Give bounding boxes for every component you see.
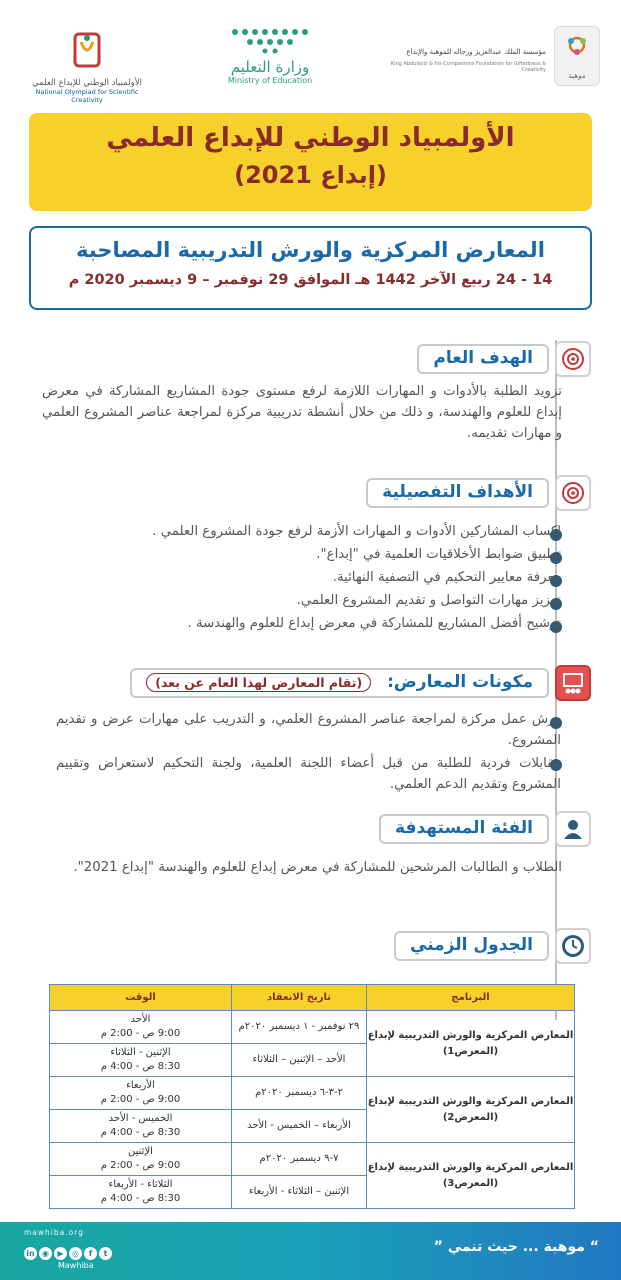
time-day: الثلاثاء - الأربعاء (108, 1179, 173, 1190)
mawhiba-flower-icon (555, 27, 599, 67)
program-cell: المعارض المركزية والورش التدريبية لإبداع (المعرض3) (367, 1143, 575, 1209)
facebook-icon[interactable]: f (84, 1247, 97, 1260)
section-title: الأهداف التفصيلية (366, 478, 549, 508)
event-header (29, 226, 592, 310)
snapchat-icon[interactable]: ◉ (39, 1247, 52, 1260)
header-date: تاريخ الانعقاد (232, 985, 367, 1011)
time-day: الخميس - الأحد (108, 1113, 173, 1124)
time-hours: 8:30 ص - 4:00 م (100, 1061, 181, 1072)
moe-name-en: Ministry of Education (227, 76, 313, 85)
section-detailed-goals-header (361, 475, 591, 511)
footer-brand: Mawhiba (58, 1261, 94, 1270)
mawhiba-name-en: King Abdulaziz & his Companions Foundation for Giftedness & Creativity (390, 61, 546, 73)
list-item: تطبيق ضوابط الأخلاقيات العلمية في "إبداع". (316, 547, 561, 562)
moe-name-ar: وزارة التعليم (230, 58, 310, 76)
detailed-goals-list (56, 521, 561, 636)
mawhiba-short: موهبة (568, 72, 586, 80)
olympiad-logo (22, 28, 152, 104)
components-title: مكونات المعارض: (387, 672, 533, 692)
date-cell: الأحد – الإثنين – الثلاثاء (232, 1044, 367, 1077)
table-header-row (50, 985, 575, 1011)
table-row (50, 1143, 575, 1176)
section-components-header (155, 665, 591, 701)
general-goal-text: تزويد الطلبة بالأدوات و المهارات اللازمة لرفع مستوى جودة المشاريع المشاركة في معرض إبداع للعلوم والهندسة، و ذلك من خلال أنشطة تدريبية مركزة لمراجعة عناصر المشروع العلمي و مهارات تقديمه. (42, 384, 562, 441)
time-hours: 9:00 ص - 2:00 م (100, 1094, 181, 1105)
list-item: مقابلات فردية للطلبة من قبل أعضاء اللجنة العلمية، ولجنة التحكيم لاستعراض وتقييم المشروع وتقديم الدعم العلمي. (56, 756, 561, 792)
mawhiba-name-ar: مؤسسة الملك عبدالعزيز ورجاله للموهبة والإبداع (406, 48, 546, 56)
header-logos (0, 18, 621, 104)
time-day: الأربعاء (126, 1080, 155, 1091)
target-text: الطلاب و الطالبات المرشحين للمشاركة في معرض إبداع للعلوم والهندسة "إبداع 2021". (73, 860, 562, 875)
date-cell: الإثنين – الثلاثاء - الأربعاء (232, 1176, 367, 1209)
clock-icon (555, 928, 591, 964)
olympiad-emblem-icon (67, 28, 107, 74)
time-hours: 8:30 ص - 4:00 م (100, 1193, 181, 1204)
time-hours: 9:00 ص - 2:00 م (100, 1160, 181, 1171)
date-cell: الأربعاء – الخميس - الأحد (232, 1110, 367, 1143)
header-time: الوقت (50, 985, 232, 1011)
time-cell (50, 1143, 232, 1176)
target-icon (555, 475, 591, 511)
time-day: الإثنين - الثلاثاء (110, 1047, 171, 1058)
time-cell (50, 1176, 232, 1209)
time-day: الأحد (130, 1014, 151, 1025)
time-cell (50, 1011, 232, 1044)
section-title: الفئة المستهدفة (379, 814, 549, 844)
date-cell: ٢-٣-٦ ديسمبر ٢٠٢٠م (232, 1077, 367, 1110)
list-item: تعزيز مهارات التواصل و تقديم المشروع العلمي. (296, 593, 561, 608)
event-title: المعارض المركزية والورش التدريبية المصاحبة (76, 238, 545, 262)
social-links (24, 1241, 129, 1259)
target-icon (555, 341, 591, 377)
footer-url[interactable]: mawhiba.org (24, 1228, 84, 1237)
table-row (50, 1077, 575, 1110)
title-banner (29, 113, 592, 211)
person-icon (555, 811, 591, 847)
section-title (130, 668, 549, 698)
olympiad-name-en: National Olympiad for Scientific Creativity (35, 88, 139, 104)
linkedin-icon[interactable]: in (24, 1247, 37, 1260)
section-title: الهدف العام (417, 344, 549, 374)
time-day: الإثنين (128, 1146, 153, 1157)
twitter-icon[interactable]: t (99, 1247, 112, 1260)
mawhiba-logo (385, 26, 600, 90)
remote-note: (تقام المعارض لهذا العام عن بعد) (146, 673, 371, 692)
table-row (50, 1011, 575, 1044)
components-list (56, 709, 561, 797)
program-cell: المعارض المركزية والورش التدريبية لإبداع (المعرض2) (367, 1077, 575, 1143)
olympiad-name-ar: الأولمبياد الوطني للإبداع العلمي (32, 78, 142, 88)
moe-dots-icon (225, 24, 315, 54)
program-cell: المعارض المركزية والورش التدريبية لإبداع (المعرض1) (367, 1011, 575, 1077)
header-program: البرنامج (367, 985, 575, 1011)
list-item: ترشيح أفضل المشاريع للمشاركة في معرض إبداع للعلوم والهندسة . (187, 616, 561, 631)
exhibition-icon (555, 665, 591, 701)
time-hours: 9:00 ص - 2:00 م (100, 1028, 181, 1039)
main-subtitle: (إبداع 2021) (234, 161, 387, 189)
list-item: إكساب المشاركين الأدوات و المهارات الأزمة لرفع جودة المشروع العلمي . (152, 524, 561, 539)
main-title: الأولمبياد الوطني للإبداع العلمي (106, 123, 515, 153)
list-item: معرفة معايير التحكيم في التصفية النهائية. (332, 570, 561, 585)
event-dates: 14 - 24 ربيع الآخر 1442 هـ الموافق 29 نوفمبر – 9 ديسمبر 2020 م (68, 272, 553, 288)
list-item: ورش عمل مركزة لمراجعة عناصر المشروع العلمي، و التدريب على مهارات عرض و تقديم المشروع. (56, 712, 561, 748)
footer-bar (0, 1222, 621, 1280)
time-cell (50, 1044, 232, 1077)
moe-logo (205, 24, 335, 85)
instagram-icon[interactable]: ◎ (69, 1247, 82, 1260)
youtube-icon[interactable]: ▶ (54, 1247, 67, 1260)
schedule-table (49, 984, 575, 1209)
section-general-goal-header (361, 341, 591, 377)
date-cell: ٧-٩ ديسمبر ٢٠٢٠م (232, 1143, 367, 1176)
section-target-header (361, 811, 591, 847)
time-cell (50, 1077, 232, 1110)
time-cell (50, 1110, 232, 1143)
section-schedule-header (361, 928, 591, 964)
date-cell: ٢٩ نوفمبر - ١ ديسمبر ٢٠٢٠م (232, 1011, 367, 1044)
section-title: الجدول الزمني (394, 931, 549, 961)
time-hours: 8:30 ص - 4:00 م (100, 1127, 181, 1138)
footer-slogan: “ موهبة ... حيث تنمي ” (433, 1239, 599, 1255)
